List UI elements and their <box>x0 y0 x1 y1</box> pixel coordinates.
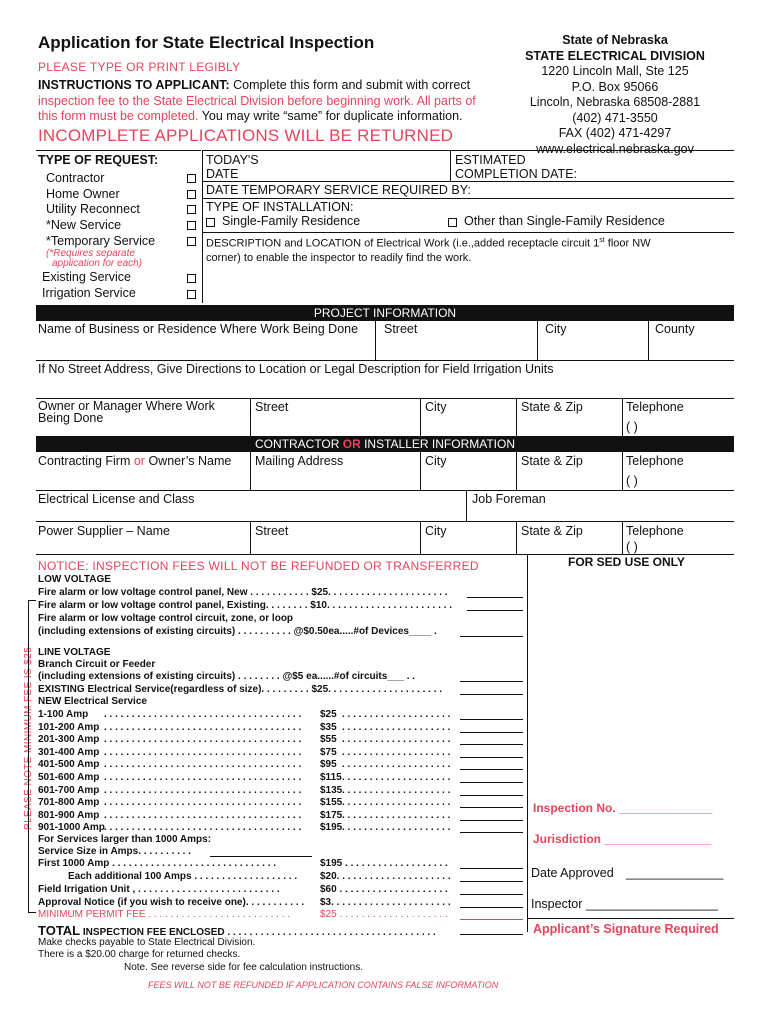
contractor-bar-text-2: INSTALLER INFORMATION <box>360 437 516 451</box>
firm-label-2: Owner’s Name <box>144 454 232 468</box>
request-temporary-service-label: *Temporary Service <box>46 234 156 248</box>
inspection-number-field[interactable]: Inspection No. ______________ <box>533 801 713 815</box>
agency-division: STATE ELECTRICAL DIVISION <box>525 48 705 63</box>
project-county-label: County <box>655 322 695 336</box>
applicant-signature-label: Applicant’s Signature Required <box>533 922 719 936</box>
amp-row-price-dots: . . . . . . . . . . . . . . . . . . . . <box>342 746 451 758</box>
contractor-information-bar <box>36 436 734 452</box>
date-approved-label: Date Approved <box>531 866 614 880</box>
new-service-checkbox[interactable] <box>187 221 196 230</box>
amp-row-price: $25 <box>320 709 337 720</box>
sed-use-only-label: FOR SED USE ONLY <box>568 555 685 569</box>
total-fee-field[interactable] <box>460 934 523 935</box>
amp-row-price: $195 <box>320 822 343 834</box>
description-superscript: st <box>599 237 605 244</box>
request-irrigation-service-label: Irrigation Service <box>42 286 136 300</box>
project-city-label: City <box>545 322 567 336</box>
power-telephone-field[interactable]: ( ) <box>626 540 638 554</box>
amp-row-price-dots: . . . . . . . . . . . . . . . . . . . . <box>342 759 451 771</box>
branch-circuit-field[interactable] <box>460 681 523 682</box>
project-street-label: Street <box>384 322 418 336</box>
amp-row-field[interactable] <box>460 820 523 821</box>
owner-street-label: Street <box>255 400 289 414</box>
existing-service-fee-field[interactable] <box>460 694 523 695</box>
agency-state: State of Nebraska <box>562 33 668 47</box>
power-street-label: Street <box>255 524 289 538</box>
project-information-bar: PROJECT INFORMATION <box>36 305 734 321</box>
amp-row-label: 801-900 Amp <box>38 809 100 821</box>
owner-label-2: Being Done <box>38 411 104 425</box>
amp-row-dots: . . . . . . . . . . . . . . . . . . . . . . . . . . . . . . . . . . . . <box>104 709 302 720</box>
amp-row-dots: . . . . . . . . . . . . . . . . . . . . . . . . . . . . . . . . . . . . <box>104 772 302 783</box>
estimated-completion-label-2: COMPLETION DATE: <box>455 167 578 181</box>
todays-date-label-1: TODAY'S <box>206 153 259 167</box>
each-additional-price: $20. . . . . . . . . . . . . . . . . . . . . <box>320 871 451 882</box>
minimum-permit-field[interactable] <box>460 919 523 920</box>
amp-row-dots: . . . . . . . . . . . . . . . . . . . . . . . . . . . . . . . . . . . . <box>104 734 302 746</box>
instructions-line-2: inspection fee to the State Electrical Division before beginning work. All parts of <box>38 94 476 108</box>
line-voltage-heading: LINE VOLTAGE <box>38 647 111 658</box>
instructions-line-1 <box>38 78 470 92</box>
temporary-service-checkbox[interactable] <box>187 237 196 246</box>
checks-payable-note: Make checks payable to State Electrical Division. <box>38 937 256 948</box>
branch-circuits-count-row: (including extensions of existing circuits) . . . . . . . . @$5 ea......#of circuits___ . . <box>38 671 416 682</box>
contractor-city-label: City <box>425 454 447 468</box>
mailing-address-label: Mailing Address <box>255 454 344 468</box>
requires-note-2: application for each) <box>52 258 143 269</box>
lv-new-panel-row: Fire alarm or low voltage control panel, New . . . . . . . . . . . $25. . . . . . . . . . . . . . . . . . . . . . <box>38 587 448 598</box>
false-information-note: FEES WILL NOT BE REFUNDED IF APPLICATION CONTAINS FALSE INFORMATION <box>148 980 499 990</box>
lv-devices-field[interactable] <box>460 636 523 637</box>
lv-existing-panel-row: Fire alarm or low voltage control panel, Existing. . . . . . . . $10. . . . . . . . . . . . . . . . . . . . . . . <box>38 600 452 611</box>
amp-row-price: $55 <box>320 734 337 746</box>
request-new-service-label: *New Service <box>46 218 122 232</box>
contractor-bar-text-1: CONTRACTOR <box>254 437 343 451</box>
amp-row-field[interactable] <box>460 832 523 833</box>
first-1000-field[interactable] <box>460 868 523 869</box>
minimum-permit-price: $25 . . . . . . . . . . . . . . . . . . . . <box>320 909 448 920</box>
amp-row-label: 901-1000 Amp <box>38 822 105 834</box>
amp-row-field[interactable] <box>460 732 523 733</box>
amp-row-price: $135 <box>320 784 343 796</box>
applicant-signature-field[interactable] <box>533 938 733 988</box>
amp-row-field[interactable] <box>460 795 523 796</box>
requires-note-1: (*Requires separate <box>46 248 135 259</box>
description-text-1: DESCRIPTION and LOCATION of Electrical Work (i.e.,added receptacle circuit 1 <box>206 237 600 250</box>
temp-service-date-label: DATE TEMPORARY SERVICE REQUIRED BY: <box>206 183 471 197</box>
refund-notice: NOTICE: INSPECTION FEES WILL NOT BE REFUNDED OR TRANSFERRED <box>38 559 479 573</box>
approval-notice-field[interactable] <box>460 907 523 908</box>
owner-telephone-field[interactable]: ( ) <box>626 420 638 434</box>
total-big-label: TOTAL <box>38 923 81 938</box>
owner-state-zip-label: State & Zip <box>521 400 583 414</box>
power-state-zip-label: State & Zip <box>521 524 583 538</box>
service-size-field[interactable] <box>210 856 312 857</box>
amp-row-price-dots: . . . . . . . . . . . . . . . . . . . . <box>342 809 451 821</box>
amp-row-price-dots: . . . . . . . . . . . . . . . . . . . . <box>342 772 451 783</box>
amp-row-price-dots: . . . . . . . . . . . . . . . . . . . . <box>342 797 451 809</box>
returned-checks-note: There is a $20.00 charge for returned checks. <box>38 949 241 960</box>
power-telephone-label: Telephone <box>626 524 684 538</box>
date-approved-field[interactable]: ______________ <box>626 866 724 880</box>
request-contractor-label: Contractor <box>46 171 105 185</box>
amp-row-price: $155 <box>320 797 343 809</box>
directions-field[interactable] <box>38 378 732 396</box>
agency-website[interactable]: www.electrical.nebraska.gov <box>536 141 694 156</box>
single-family-label: Single-Family Residence <box>222 214 361 228</box>
amp-row-label: 101-200 Amp <box>38 721 100 733</box>
lv-circuit-row: Fire alarm or low voltage control circuit, zone, or loop <box>38 613 294 624</box>
amp-row-dots: . . . . . . . . . . . . . . . . . . . . . . . . . . . . . . . . . . . . <box>104 784 302 796</box>
firm-label-1: Contracting Firm <box>38 454 134 468</box>
amp-row-dots: . . . . . . . . . . . . . . . . . . . . . . . . . . . . . . . . . . . . <box>104 721 302 733</box>
request-existing-service-label: Existing Service <box>42 270 131 284</box>
installation-type-label: TYPE OF INSTALLATION: <box>206 200 354 214</box>
amp-row-label: 601-700 Amp <box>38 784 100 796</box>
first-1000-row: First 1000 Amp . . . . . . . . . . . . . . . . . . . . . . . . . . . . . . <box>38 858 277 869</box>
contractor-bar-or: OR <box>342 437 361 451</box>
agency-fax: FAX (402) 471-4297 <box>558 126 672 140</box>
amp-row-price-dots: . . . . . . . . . . . . . . . . . . . . <box>342 784 451 796</box>
other-than-single-family-label: Other than Single-Family Residence <box>464 214 665 228</box>
agency-po-box: P.O. Box 95066 <box>571 79 659 94</box>
power-supplier-label: Power Supplier – Name <box>38 524 171 538</box>
amp-row-label: 201-300 Amp <box>38 734 100 746</box>
contracting-firm-label <box>38 454 231 468</box>
minimum-permit-row: MINIMUM PERMIT FEE . . . . . . . . . . . . . . . . . . . . . . . . . . <box>38 909 291 920</box>
owner-label <box>38 400 215 424</box>
existing-service-fee-row: EXISTING Electrical Service(regardless of size). . . . . . . . . $25. . . . . . . . . . . . . . . . . . . . . <box>38 684 443 695</box>
contractor-checkbox[interactable] <box>187 174 196 183</box>
amp-row-dots: . . . . . . . . . . . . . . . . . . . . . . . . . . . . . . . . . . . . <box>104 822 302 834</box>
inspector-field[interactable]: Inspector ___________________ <box>531 897 718 911</box>
low-voltage-heading: LOW VOLTAGE <box>38 574 111 585</box>
project-name-label: Name of Business or Residence Where Work Being Done <box>38 322 359 336</box>
home-owner-checkbox[interactable] <box>187 190 196 199</box>
todays-date-field[interactable] <box>245 153 445 180</box>
firm-label-or: or <box>133 454 145 468</box>
existing-service-checkbox[interactable] <box>187 274 196 283</box>
amp-row-field[interactable] <box>460 782 523 783</box>
amp-row-price: $175 <box>320 809 343 821</box>
total-rest-label: INSPECTION FEE ENCLOSED . . . . . . . . . . . . . . . . . . . . . . . . . . . . . . . . . . . . . . <box>80 927 436 938</box>
agency-street: 1220 Lincoln Mall, Ste 125 <box>541 64 689 78</box>
contractor-state-zip-label: State & Zip <box>521 454 583 468</box>
field-irrigation-field[interactable] <box>460 894 523 895</box>
approval-notice-price: $3. . . . . . . . . . . . . . . . . . . . . . <box>320 897 451 908</box>
branch-circuit-row: Branch Circuit or Feeder <box>38 659 156 670</box>
field-irrigation-row: Field Irrigation Unit , . . . . . . . . . . . . . . . . . . . . . . . . . . <box>38 884 280 895</box>
incomplete-notice: INCOMPLETE APPLICATIONS WILL BE RETURNED <box>38 126 454 145</box>
description-label <box>206 237 651 250</box>
other-than-single-family-checkbox[interactable] <box>448 218 457 227</box>
request-heading: TYPE OF REQUEST: <box>38 153 159 167</box>
amp-row-price-dots: . . . . . . . . . . . . . . . . . . . . <box>342 734 451 746</box>
description-field[interactable] <box>206 268 731 302</box>
each-additional-row: Each additional 100 Amps . . . . . . . . . . . . . . . . . . . <box>68 871 298 882</box>
amp-row-dots: . . . . . . . . . . . . . . . . . . . . . . . . . . . . . . . . . . . . <box>104 746 302 758</box>
service-size-label: Service Size in Amps. . . . . . . . . . <box>38 846 192 857</box>
amp-row-price: $75 <box>320 746 337 758</box>
amp-row-dots: . . . . . . . . . . . . . . . . . . . . . . . . . . . . . . . . . . . . <box>104 809 302 821</box>
agency-city: Lincoln, Nebraska 68508-2881 <box>529 95 701 109</box>
amp-row-field[interactable] <box>460 719 523 720</box>
temp-service-date-field[interactable] <box>480 183 730 197</box>
amp-row-price-dots: . . . . . . . . . . . . . . . . . . . . <box>342 709 451 720</box>
directions-label: If No Street Address, Give Directions to Location or Legal Description for Field Irrigation Units <box>38 362 554 376</box>
power-city-label: City <box>425 524 447 538</box>
project-name-field[interactable] <box>38 338 373 358</box>
contractor-telephone-label: Telephone <box>626 454 684 468</box>
electrical-license-label: Electrical License and Class <box>38 492 195 506</box>
page-title: Application for State Electrical Inspection <box>38 33 375 52</box>
instructions-same-text: You may write “same” for duplicate information. <box>201 109 463 123</box>
first-1000-price: $195 . . . . . . . . . . . . . . . . . . . <box>320 858 448 869</box>
jurisdiction-field[interactable]: Jurisdiction ________________ <box>533 832 712 846</box>
amp-row-field[interactable] <box>460 807 523 808</box>
lv-new-panel-field[interactable] <box>467 597 523 598</box>
amp-row-label: 301-400 Amp <box>38 746 100 758</box>
owner-city-label: City <box>425 400 447 414</box>
instructions-line-3 <box>38 109 463 123</box>
amp-row-price: $115 <box>320 772 342 783</box>
instructions-text: Complete this form and submit with correct <box>233 78 471 92</box>
contractor-telephone-field[interactable]: ( ) <box>626 474 638 488</box>
estimated-completion-label-1: ESTIMATED <box>455 153 526 167</box>
single-family-checkbox[interactable] <box>206 218 215 227</box>
print-legibly-note: PLEASE TYPE OR PRINT LEGIBLY <box>38 60 241 74</box>
instructions-label: INSTRUCTIONS TO APPLICANT: <box>38 78 230 92</box>
owner-label-1: Owner or Manager Where Work <box>38 399 215 413</box>
owner-telephone-label: Telephone <box>626 400 684 414</box>
lv-existing-panel-field[interactable] <box>467 610 523 611</box>
amp-row-label: 501-600 Amp <box>38 772 100 783</box>
amp-row-price: $35 <box>320 721 337 733</box>
description-text-2: floor NW <box>604 237 651 250</box>
todays-date-label-2: DATE <box>206 167 239 181</box>
field-irrigation-price: $60 . . . . . . . . . . . . . . . . . . . . <box>320 884 448 895</box>
amp-row-dots: . . . . . . . . . . . . . . . . . . . . . . . . . . . . . . . . . . . . <box>104 759 302 771</box>
amp-row-price: $95 <box>320 759 337 771</box>
instructions-red-text: this form must be completed. <box>38 109 199 123</box>
agency-phone: (402) 471-3550 <box>572 110 658 125</box>
amp-row-dots: . . . . . . . . . . . . . . . . . . . . . . . . . . . . . . . . . . . . <box>104 797 302 809</box>
amp-row-field[interactable] <box>460 744 523 745</box>
amp-row-price-dots: . . . . . . . . . . . . . . . . . . . . <box>342 721 451 733</box>
each-additional-field[interactable] <box>460 881 523 882</box>
amp-row-label: 1-100 Amp <box>38 709 89 720</box>
agency-address <box>515 33 715 157</box>
description-label-line-2: corner) to enable the inspector to readily find the work. <box>206 252 472 264</box>
new-service-heading: NEW Electrical Service <box>38 696 147 707</box>
amp-row-label: 701-800 Amp <box>38 797 100 809</box>
amp-row-price-dots: . . . . . . . . . . . . . . . . . . . . <box>342 822 451 834</box>
irrigation-service-checkbox[interactable] <box>187 290 196 299</box>
larger-services-heading: For Services larger than 1000 Amps: <box>38 834 212 845</box>
lv-devices-row: (including extensions of existing circuits) . . . . . . . . . . @$0.50ea.....#of Devices____ . <box>38 626 437 637</box>
reverse-side-note: Note. See reverse side for fee calculation instructions. <box>124 962 364 973</box>
amp-row-field[interactable] <box>460 757 523 758</box>
amp-row-label: 401-500 Amp <box>38 759 100 771</box>
request-utility-reconnect-label: Utility Reconnect <box>46 202 140 216</box>
utility-reconnect-checkbox[interactable] <box>187 205 196 214</box>
job-foreman-label: Job Foreman <box>472 492 546 506</box>
amp-row-field[interactable] <box>460 769 523 770</box>
minimum-fee-side-note: PLEASE NOTE MINIMUM FEE IS $25 <box>23 646 34 830</box>
approval-notice-row: Approval Notice (if you wish to receive one). . . . . . . . . . . <box>38 897 305 908</box>
request-home-owner-label: Home Owner <box>46 187 120 201</box>
